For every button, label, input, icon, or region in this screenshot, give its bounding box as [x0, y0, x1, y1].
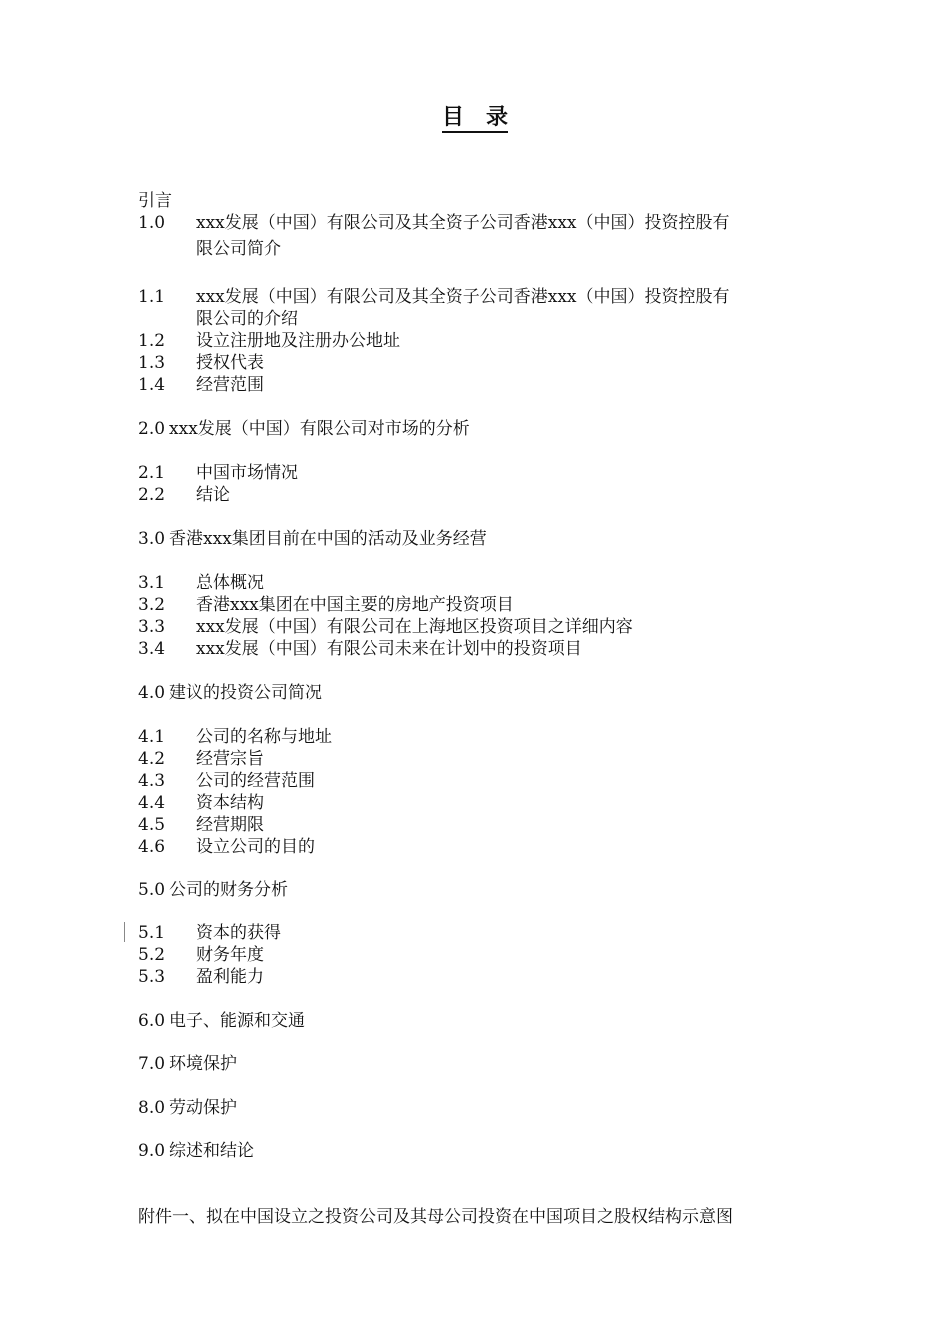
toc-entry-number: 3.4 [138, 639, 166, 659]
toc-entry-number: 5.3 [138, 967, 166, 987]
toc-entry-number: 4.2 [138, 749, 166, 769]
toc-entry-4-4[interactable] [138, 792, 264, 814]
toc-entry-text: 设立公司的目的 [196, 837, 315, 857]
toc-entry-text: 引言 [138, 191, 172, 211]
toc-entry-3-1[interactable] [138, 572, 264, 594]
toc-entry-text: 建议的投资公司简况 [169, 683, 323, 703]
toc-entry-text: 电子、能源和交通 [169, 1011, 306, 1031]
toc-entry-text: 经营范围 [196, 375, 264, 395]
toc-entry-text: xxx发展（中国）有限公司在上海地区投资项目之详细内容 [196, 617, 633, 637]
toc-entry-text: 公司的名称与地址 [196, 727, 332, 747]
toc-entry-1-3[interactable] [138, 352, 264, 374]
toc-entry-number: 5.2 [138, 945, 166, 965]
toc-entry-number: 3.1 [138, 573, 166, 593]
toc-entry-number: 5.1 [138, 923, 166, 943]
toc-entry-text: 资本结构 [196, 793, 264, 813]
toc-entry-text-continued: 限公司简介 [196, 239, 281, 259]
toc-entry-text: 授权代表 [196, 353, 264, 373]
toc-entry-number: 4.6 [138, 837, 166, 857]
toc-entry-9-0[interactable] [138, 1140, 254, 1162]
toc-entry-1-2[interactable] [138, 330, 400, 352]
toc-entry-2-1[interactable] [138, 462, 298, 484]
toc-entry-text: 公司的经营范围 [196, 771, 315, 791]
toc-entry-3-4[interactable] [138, 638, 582, 660]
toc-entry-number: 3.3 [138, 617, 166, 637]
toc-entry-text: 香港xxx集团在中国主要的房地产投资项目 [196, 595, 514, 615]
toc-entry-2-0[interactable] [138, 418, 470, 440]
toc-entry-text: 附件一、拟在中国设立之投资公司及其母公司投资在中国项目之股权结构示意图 [138, 1207, 733, 1227]
toc-entry-text: 财务年度 [196, 945, 264, 965]
toc-entry-4-0[interactable] [138, 682, 322, 704]
toc-entry-number: 4.5 [138, 815, 166, 835]
toc-entry-1-1[interactable] [138, 286, 730, 329]
toc-entry-text: xxx发展（中国）有限公司及其全资子公司香港xxx（中国）投资控股有 [196, 213, 730, 233]
toc-entry-text: xxx发展（中国）有限公司及其全资子公司香港xxx（中国）投资控股有 [196, 287, 730, 307]
toc-entry-number: 4.0 [138, 683, 166, 703]
toc-entry-4-5[interactable] [138, 814, 264, 836]
toc-entry-2-2[interactable] [138, 484, 230, 506]
toc-entry-text: 香港xxx集团目前在中国的活动及业务经营 [169, 529, 487, 549]
toc-entry-number: 1.0 [138, 213, 166, 233]
toc-entry-number: 1.1 [138, 287, 166, 307]
toc-entry-text: 总体概况 [196, 573, 264, 593]
toc-entry-5-2[interactable] [138, 944, 264, 966]
toc-entry-number: 4.1 [138, 727, 166, 747]
toc-entry-number: 3.2 [138, 595, 166, 615]
toc-entry-6-0[interactable] [138, 1010, 305, 1032]
toc-entry-text: 中国市场情况 [196, 463, 298, 483]
toc-entry-4-6[interactable] [138, 836, 315, 858]
toc-entry-text: 设立注册地及注册办公地址 [196, 331, 400, 351]
toc-entry-4-3[interactable] [138, 770, 315, 792]
toc-entry-text: 结论 [196, 485, 230, 505]
toc-entry-number: 9.0 [138, 1141, 166, 1161]
toc-entry-intro[interactable] [138, 190, 172, 212]
toc-entry-text: 环境保护 [169, 1054, 238, 1074]
toc-entry-number: 3.0 [138, 529, 166, 549]
toc-entry-number: 8.0 [138, 1098, 166, 1118]
toc-entry-text: xxx发展（中国）有限公司对市场的分析 [169, 419, 470, 439]
toc-entry-number: 4.4 [138, 793, 166, 813]
toc-entry-number: 2.0 [138, 419, 166, 439]
toc-entry-3-2[interactable] [138, 594, 514, 616]
toc-entry-5-1[interactable] [138, 922, 281, 944]
toc-entry-3-0[interactable] [138, 528, 487, 550]
toc-entry-text: 资本的获得 [196, 923, 281, 943]
toc-entry-7-0[interactable] [138, 1053, 237, 1075]
toc-entry-text: 劳动保护 [169, 1098, 238, 1118]
toc-entry-number: 1.2 [138, 331, 166, 351]
toc-entry-text: 经营宗旨 [196, 749, 264, 769]
page-title [0, 100, 950, 131]
toc-entry-text: 公司的财务分析 [169, 880, 289, 900]
toc-entry-1-0[interactable] [138, 212, 730, 259]
toc-entry-number: 5.0 [138, 880, 166, 900]
toc-entry-text: 综述和结论 [169, 1141, 255, 1161]
toc-entry-appendix-1[interactable] [138, 1206, 733, 1228]
toc-entry-text: 盈利能力 [196, 967, 264, 987]
toc-entry-4-1[interactable] [138, 726, 332, 748]
toc-entry-number: 1.3 [138, 353, 166, 373]
toc-entry-5-0[interactable] [138, 879, 288, 901]
toc-entry-number: 2.1 [138, 463, 166, 483]
page-title-text: 目 录 [442, 104, 508, 133]
toc-entry-4-2[interactable] [138, 748, 264, 770]
toc-entry-number: 6.0 [138, 1011, 166, 1031]
toc-entry-number: 4.3 [138, 771, 166, 791]
toc-entry-number: 2.2 [138, 485, 166, 505]
toc-entry-3-3[interactable] [138, 616, 633, 638]
toc-entry-text: 经营期限 [196, 815, 264, 835]
toc-entry-5-3[interactable] [138, 966, 264, 988]
toc-entry-1-4[interactable] [138, 374, 264, 396]
toc-entry-number: 7.0 [138, 1054, 166, 1074]
toc-entry-number: 1.4 [138, 375, 166, 395]
toc-entry-text: xxx发展（中国）有限公司未来在计划中的投资项目 [196, 639, 582, 659]
toc-entry-text-continued: 限公司的介绍 [196, 309, 298, 329]
text-cursor-marker [124, 922, 125, 942]
toc-entry-8-0[interactable] [138, 1097, 237, 1119]
